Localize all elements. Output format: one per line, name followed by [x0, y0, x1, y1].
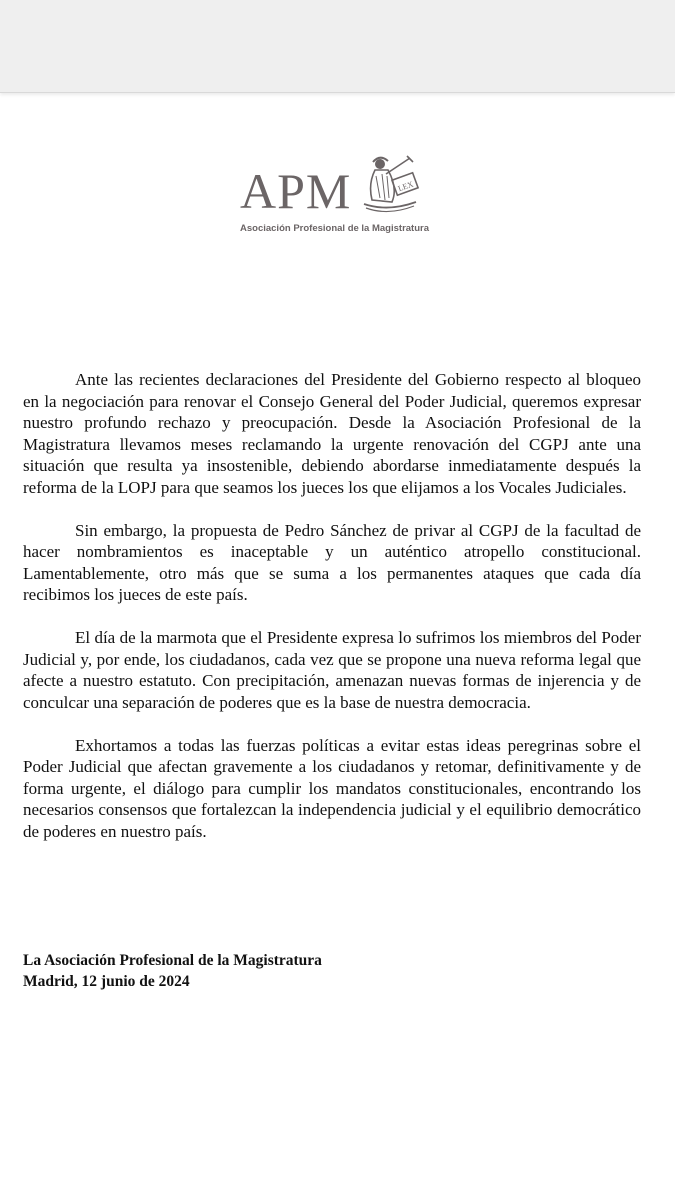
top-toolbar — [0, 0, 675, 93]
apm-logo — [240, 152, 440, 242]
justice-figure-icon — [358, 154, 420, 218]
signature-organization: La Asociación Profesional de la Magistratura — [23, 952, 322, 969]
emblem-lex-label: LEX — [396, 179, 415, 194]
paragraph-2: Sin embargo, la propuesta de Pedro Sánchez de privar al CGPJ de la facultad de hacer nombramientos es inaceptable y un auténtico atropello constitucional. Lamentablemente, otro más que se suma a los permanentes ataques que cada día recibimos los jueces de este país. — [23, 520, 641, 604]
logo-acronym: APM — [240, 163, 352, 219]
signature-place-date: Madrid, 12 junio de 2024 — [23, 973, 190, 990]
signature-block — [23, 950, 322, 992]
paragraph-1: Ante las recientes declaraciones del Presidente del Gobierno respecto al bloqueo en la negociación para renovar el Consejo General del Poder Judicial, queremos expresar nuestro profundo rechazo y preocupación. Desde la Asociación Profesional de la Magistratura llevamos meses reclamando la urgente renovación del CGPJ ante una situación que resulta ya insostenible, debiendo abordarse inmediatamente después la reforma de la LOPJ para que seamos los jueces los que elijamos a los Vocales Judiciales. — [23, 370, 641, 497]
paragraph-4: Exhortamos a todas las fuerzas políticas a evitar estas ideas peregrinas sobre el Poder Judicial que afectan gravemente a los ciudadanos y retomar, definitivamente y de forma urgente, el diálogo para cumplir los mandatos constitucionales, encontrando los necesarios consensos que fortalezcan la independencia judicial y el equilibrio democrático de poderes en nuestro país. — [23, 735, 641, 841]
logo-subtitle: Asociación Profesional de la Magistratura — [240, 223, 429, 234]
paragraph-3: El día de la marmota que el Presidente expresa lo sufrimos los miembros del Poder Judicial y, por ende, los ciudadanos, cada vez que se propone una nueva reforma legal que afecte a nuestro estatuto. Con precipitación, amenazan nuevas formas de injerencia y de conculcar una separación de poderes que es la base de nuestra democracia. — [23, 628, 641, 712]
statement-body — [23, 369, 641, 864]
